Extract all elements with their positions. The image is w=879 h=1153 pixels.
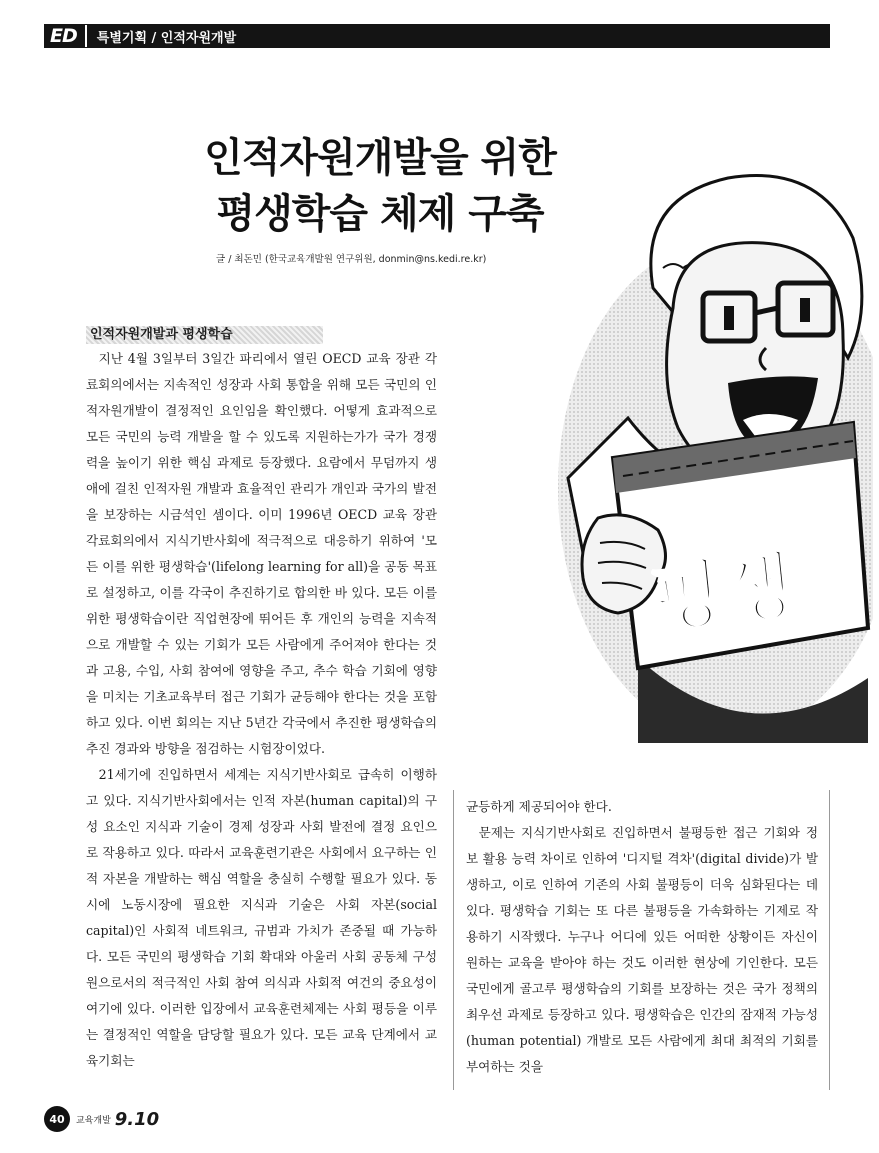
- paragraph-continuation: 균등하게 제공되어야 한다.: [466, 799, 612, 814]
- title-line-2: 평생학습 체제 구축: [216, 191, 544, 237]
- paragraph: 문제는 지식기반사회로 진입하면서 불평등한 접근 기회와 정보 활용 능력 차이로 인하여 '디지털 격차'(digital divide)가 발생하고, 이로 인하여 기존의 사회 불평등이 더욱 심화된다는 데 있다. 평생학습 기회는 또 다른 불평등을 가속화하는 기제로 작용하기 시작했다. 누구나 어디에 있든 어떠한 상황이든 자신이 원하는 교육을 받아야 하는 것도 이러한 현상에 기인한다. 모든 국민에게 골고루 평생학습의 기회를 보장하는 것은 국가 정책의 최우선 과제로 등장하고 있다. 평생학습은 인간의 잠재적 가능성(human potential) 개발로 모든 사람에게 최대 최적의 기회를 부여하는 것을: [466, 825, 818, 1074]
- magazine-name: 교육개발: [76, 1115, 111, 1126]
- paragraph: 지난 4월 3일부터 3일간 파리에서 열린 OECD 교육 장관 각료회의에서는 지속적인 성장과 사회 통합을 위해 모든 국민의 인적자원개발이 결정적인 요인임을 확인했다. 어떻게 효과적으로 모든 국민의 능력 개발을 할 수 있도록 지원하는가가 국가 경쟁력을 높이기 위한 핵심 과제로 등장했다. 요람에서 무덤까지 생애에 걸친 인적자원 개발과 효율적인 관리가 개인과 국가의 발전을 보장하는 시금석인 셈이다. 이미 1996년 OECD 교육 장관 각료회의에서 지식기반사회에 적극적으로 대응하기 위하여 '모든 이를 위한 평생학습'(lifelong learning for all)을 공동 목표로 설정하고, 이를 각국이 추진하기로 합의한 바 있다. 모든 이를 위한 평생학습이란 직업현장에 뛰어든 후 개인의 능력을 지속적으로 개발할 수 있는 기회가 모든 사람에게 주어져야 한다는 것과 고용, 수입, 사회 참여에 영향을 주고, 추수 학습 기회에 영향을 미치는 기초교육부터 접근 기회가 균등해야 한다는 것을 포함하고 있다. 이번 회의는 지난 5년간 각국에서 추진한 평생학습의 추진 경과와 방향을 점검하는 시험장이었다.: [86, 351, 437, 756]
- right-column: [466, 794, 818, 1114]
- title-line-1: 인적자원개발을 위한: [204, 135, 556, 181]
- cartoon-illustration: [488, 158, 873, 743]
- section-heading: 인적자원개발과 평생학습: [86, 326, 323, 344]
- page-number: 40: [44, 1106, 70, 1132]
- column-divider: [453, 790, 454, 1090]
- magazine-logo: ED: [44, 25, 87, 47]
- section-label: 특별기획 / 인적자원개발: [96, 30, 237, 46]
- page-footer: [44, 1106, 159, 1132]
- issue-number: 9.10: [114, 1108, 160, 1130]
- byline: 글 / 최돈민 (한국교육개발원 연구위원, donmin@ns.kedi.re.kr): [216, 254, 487, 265]
- left-column: [86, 346, 437, 1116]
- header-bar: [44, 24, 830, 48]
- sign-text: 평생: [646, 542, 799, 644]
- paragraph: 21세기에 진입하면서 세계는 지식기반사회로 급속히 이행하고 있다. 지식기반사회에서는 인적 자본(human capital)의 구성 요소인 지식과 기술이 경제 성장과 사회 발전에 결정 요인으로 작용하고 있다. 따라서 교육훈련기관은 사회에서 요구하는 인적 자본을 개발하는 핵심 역할을 충실히 수행할 필요가 있다. 동시에 노동시장에 필요한 지식과 기술은 사회 자본(social capital)인 사회적 네트워크, 규범과 가치가 존중될 때 가능하다. 모든 국민의 평생학습 기회 확대와 아울러 사회 공동체 구성원으로서의 적극적인 사회 참여 의식과 사회적 여건의 중요성이 여기에 있다. 이러한 입장에서 교육훈련체제는 사회 평등을 이루는 결정적인 역할을 담당할 필요가 있다. 모든 교육 단계에서 교육기회는: [86, 767, 437, 1068]
- column-divider: [829, 790, 830, 1090]
